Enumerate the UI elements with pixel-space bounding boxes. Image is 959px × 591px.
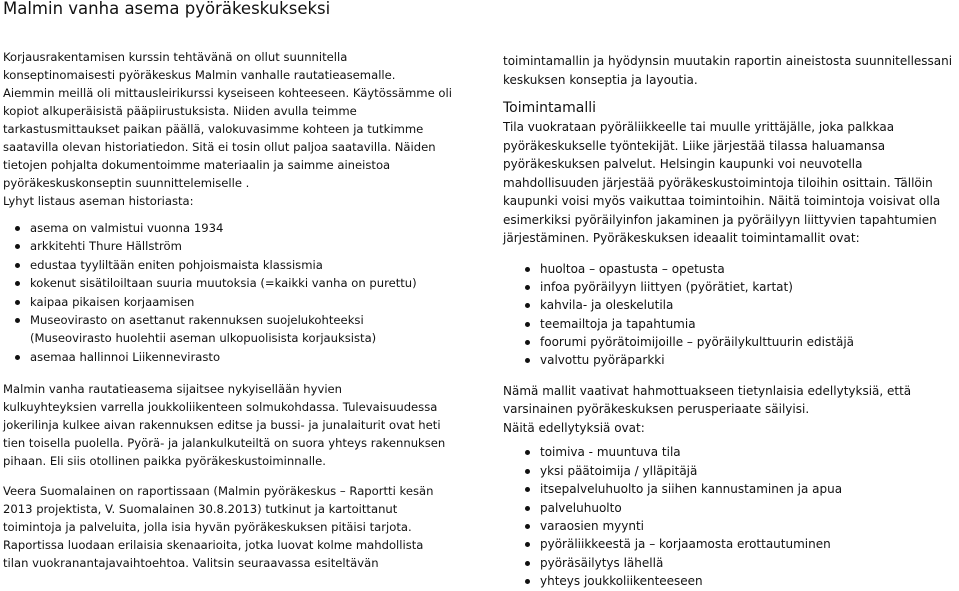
list-item: kaipaa pikaisen korjaamisen (30, 293, 473, 311)
list-item: varaosien myynti (540, 517, 959, 535)
list-item: pyöräsäilytys lähellä (540, 554, 959, 572)
list-item: yksi päätoimija / ylläpitäjä (540, 462, 959, 480)
text-line: järjestäminen. Pyöräkeskuksen ideaalit toimintamallit ovat: (503, 231, 860, 245)
text-line: Korjausrakentamisen kurssin tehtävänä on ollut suunnitella (3, 50, 348, 64)
list-item: infoa pyöräilyyn liittyen (pyörätiet, kartat) (540, 278, 959, 296)
text-line: toimintoja ja palveluita, jolla isia hyvän pyöräkeskuksen pitäisi tarjota. (3, 520, 412, 535)
text-line: esimerkiksi pyöräilyinfon jakaminen ja pyöräilyyn liittyvien tapahtumien (503, 212, 937, 227)
intro-paragraph (3, 48, 473, 210)
text-line: toimintamallin ja hyödynsin muutakin raportin aineistosta suunnitellessani (503, 54, 953, 68)
section-heading: Toimintamalli (503, 100, 596, 116)
history-list (30, 219, 473, 366)
list-item: asemaa hallinnoi Liikennevirasto (30, 348, 473, 366)
location-paragraph (3, 380, 473, 470)
list-item: asema on valmistui vuonna 1934 (30, 219, 473, 237)
text-line: Veera Suomalainen on raportissaan (Malmin pyöräkeskus – Raportti kesän (3, 484, 434, 499)
requirements-paragraph (503, 382, 959, 438)
text-line: Raportissa luodaan erilaisia skenaarioita, jotka luovat kolme mahdollista (3, 538, 424, 553)
text-line: Tila vuokrataan pyöräliikkeelle tai muulle yrittäjälle, joka palkkaa (503, 120, 895, 134)
text-line: pyöräkeskukselle työntekijät. Liike järjestää tilassa haluamansa (503, 138, 886, 153)
text-line: Lyhyt listaus aseman historiasta: (3, 194, 194, 208)
text-line: saatavilla olevan historiatiedon. Sitä ei tosin ollut paljoa saatavilla. Näiden (3, 140, 436, 154)
page-title: Malmin vanha asema pyöräkeskukseksi (3, 0, 331, 18)
text-line: mahdollisuuden järjestää pyöräkeskustoimintoja tiloihin osittain. Tällöin (503, 175, 933, 190)
text-line: Malmin vanha rautatieasema sijaitsee nykyisellään hyvien (3, 382, 343, 397)
list-item: kahvila- ja oleskelutila (540, 296, 959, 314)
text-line: jokerilinja kulkee aivan rakennuksen editse ja bussi- ja junalaiturit ovat heti (3, 418, 441, 433)
text-line: Nämä mallit vaativat hahmottuakseen tietynlaisia edellytyksiä, että (503, 383, 912, 398)
text-line: keskuksen konseptia ja layoutia. (503, 72, 698, 87)
text-line: tarkastusmittaukset paikan päällä, valokuvasimme kohteen ja tutkimme (3, 122, 424, 136)
list-item: teemailtoja ja tapahtumia (540, 315, 959, 333)
text-line: kopiot alkuperäisistä pääpiirustuksista. Niiden avulla teimme (3, 104, 357, 118)
continuation-paragraph (503, 52, 959, 89)
continuation-text: (Museovirasto huolehtii aseman ulkopuolisista korjauksista) (30, 331, 377, 346)
requirements-list (540, 443, 959, 590)
text-line: varsinainen pyöräkeskuksen perusperiaate säilyisi. (503, 402, 810, 417)
list-item: valvottu pyöräparkki (540, 351, 959, 369)
list-item: kokenut sisätiloiltaan suuria muutoksia (=kaikki vanha on purettu) (30, 274, 473, 292)
model-list (540, 260, 959, 370)
model-paragraph (503, 118, 959, 248)
list-item: toimiva - muuntuva tila (540, 443, 959, 461)
text-line: tien toisella puolella. Pyörä- ja jalankulkuteiltä on suora yhteys rakennuksen (3, 436, 446, 451)
text-line: kulkuyhteyksien varrella joukkoliikenteen solmukohdassa. Tulevaisuudessa (3, 400, 438, 415)
text-line: pyöräkeskuskonseptin suunnittelemiselle . (3, 176, 250, 190)
report-paragraph (3, 482, 473, 572)
text-line: Aiemmin meillä oli mittausleirikurssi kyseiseen kohteeseen. Käytössämme oli (3, 86, 452, 100)
right-column (503, 52, 959, 590)
text-line: pihaan. Eli siis otollinen paikka pyöräkeskustoiminnalle. (3, 454, 326, 469)
list-item: edustaa tyyliltään eniten pohjoismaista klassismia (30, 256, 473, 274)
list-item: pyöräliikkeestä ja – korjaamosta erottautuminen (540, 535, 959, 553)
list-item: yhteys joukkoliikenteeseen (540, 572, 959, 590)
text-line: tietojen pohjalta dokumentoimme materiaalin ja saimme aineistoa (3, 158, 391, 172)
text-line: pyöräkeskuksen palvelut. Helsingin kaupunki voi neuvotella (503, 157, 863, 171)
list-item: Museovirasto on asettanut rakennuksen suojelukohteeksi (30, 311, 473, 329)
left-column (3, 48, 473, 572)
list-item: huoltoa – opastusta – opetusta (540, 260, 959, 278)
text-line: kaupunki voisi myös vaikuttaa toimintoihin. Näitä toimintoja voisivat olla (503, 194, 941, 208)
text-line: konseptinomaisesti pyöräkeskus Malmin vanhalle rautatieasemalle. (3, 68, 396, 82)
text-line: Näitä edellytyksiä ovat: (503, 420, 645, 435)
list-item-continuation (30, 329, 473, 347)
list-item: foorumi pyörätoimijoille – pyöräilykulttuurin edistäjä (540, 333, 959, 351)
list-item: itsepalveluhuolto ja siihen kannustaminen ja apua (540, 480, 959, 498)
list-item: arkkitehti Thure Hällström (30, 237, 473, 255)
text-line: tilan vuokranantajavaihtoehtoa. Valitsin seuraavassa esiteltävän (3, 556, 379, 571)
text-line: 2013 projektista, V. Suomalainen 30.8.2013) tutkinut ja kartoittanut (3, 502, 398, 517)
list-item: palveluhuolto (540, 499, 959, 517)
